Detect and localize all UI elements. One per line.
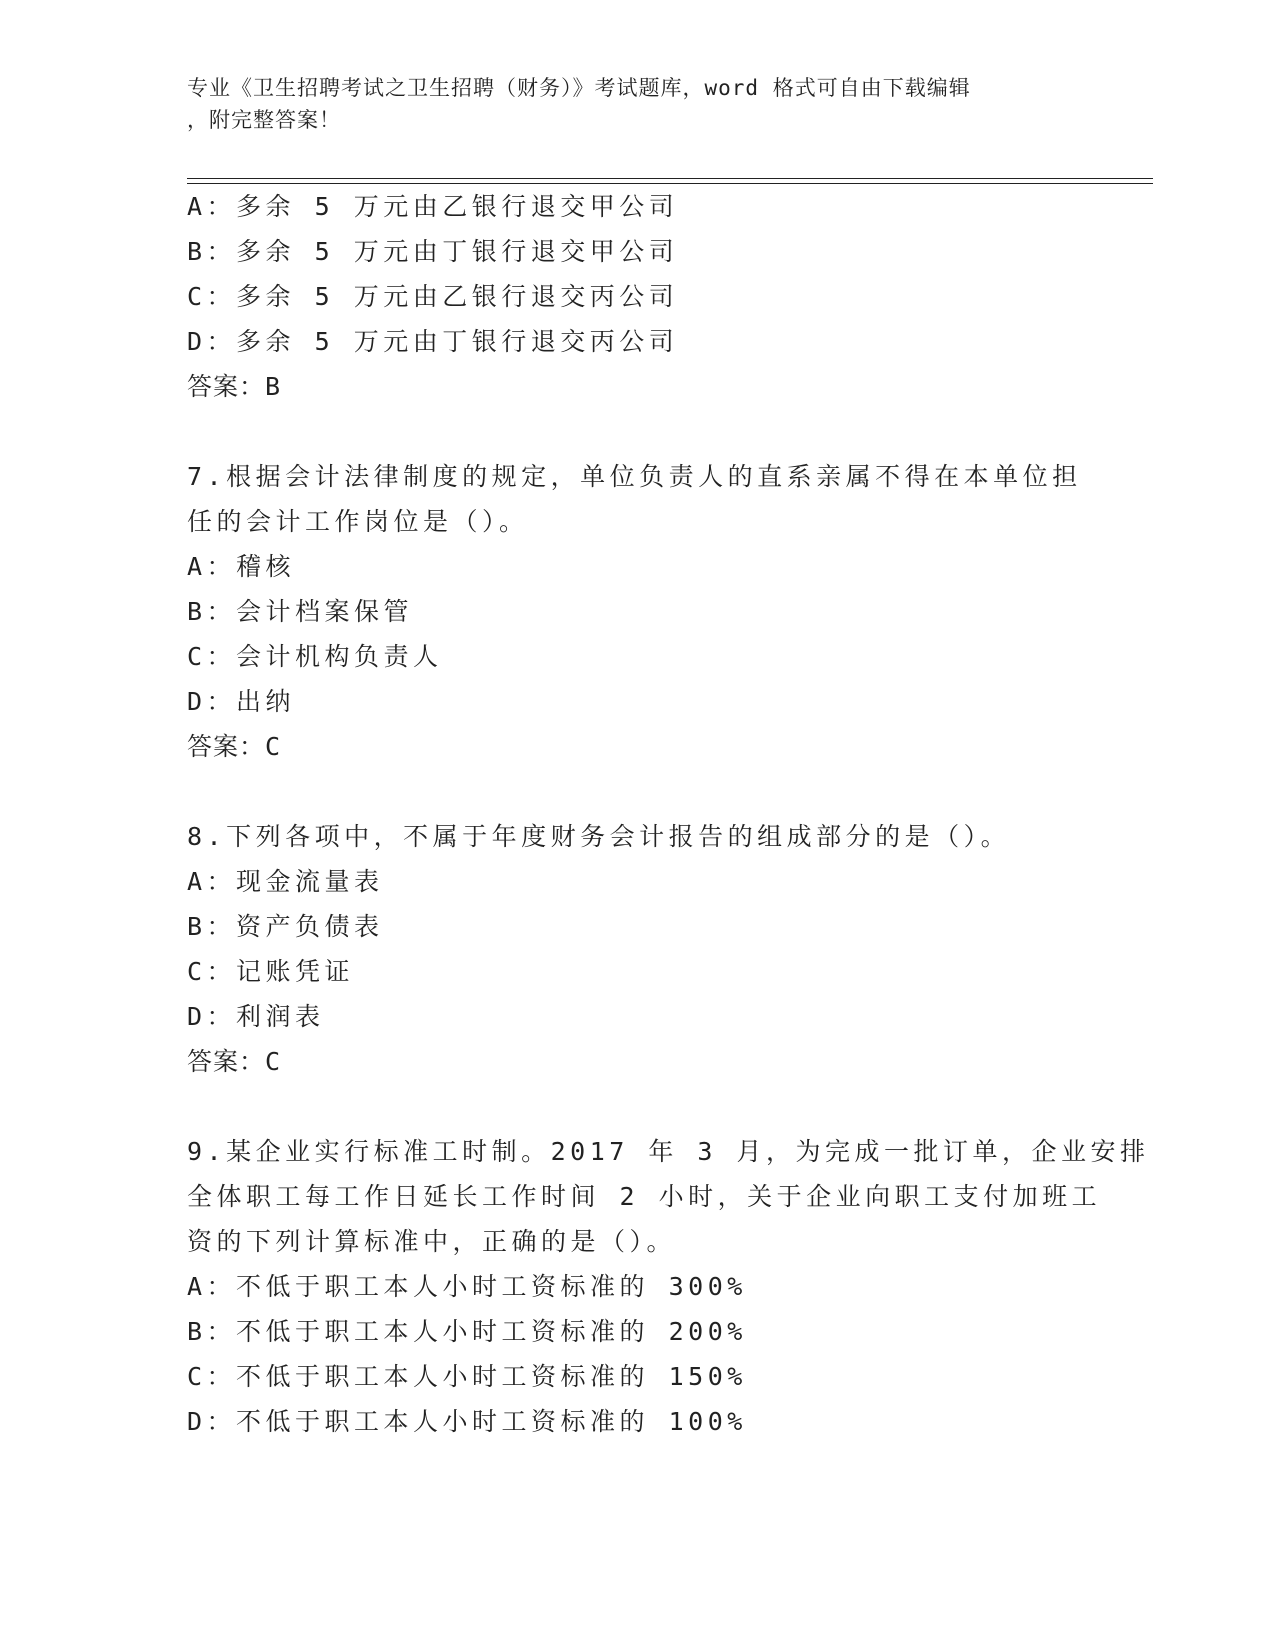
- question-7-stem-1: 7.根据会计法律制度的规定，单位负责人的直系亲属不得在本单位担: [187, 462, 1082, 491]
- option-d: D：多余 5 万元由丁银行退交丙公司: [187, 327, 679, 356]
- option-c: C：多余 5 万元由乙银行退交丙公司: [187, 282, 679, 311]
- question-9-stem-3: 资的下列计算标准中，正确的是（）。: [187, 1227, 677, 1256]
- answer: 答案：C: [187, 732, 282, 761]
- question-6: [187, 184, 1150, 1444]
- option-b: B：多余 5 万元由丁银行退交甲公司: [187, 237, 679, 266]
- question-7-stem-2: 任的会计工作岗位是（）。: [187, 507, 529, 536]
- option-c: C：不低于职工本人小时工资标准的 150%: [187, 1362, 747, 1391]
- option-d: D：不低于职工本人小时工资标准的 100%: [187, 1407, 747, 1436]
- question-8-stem: 8.下列各项中，不属于年度财务会计报告的组成部分的是（）。: [187, 822, 1011, 851]
- question-9-stem-2: 全体职工每工作日延长工作时间 2 小时，关于企业向职工支付加班工: [187, 1182, 1102, 1211]
- option-a: A：现金流量表: [187, 867, 384, 896]
- option-a: A：稽核: [187, 552, 296, 581]
- header-line-1: 专业《卫生招聘考试之卫生招聘（财务）》考试题库，word 格式可自由下载编辑: [187, 76, 971, 100]
- option-a: A：不低于职工本人小时工资标准的 300%: [187, 1272, 747, 1301]
- option-a: A：多余 5 万元由乙银行退交甲公司: [187, 192, 679, 221]
- header-divider-top: [187, 178, 1153, 179]
- option-d: D：利润表: [187, 1002, 325, 1031]
- answer: 答案：C: [187, 1047, 282, 1076]
- header-line-2: ，附完整答案！: [187, 108, 341, 132]
- document-header: [187, 72, 1067, 136]
- option-d: D：出纳: [187, 687, 296, 716]
- option-c: C：会计机构负责人: [187, 642, 443, 671]
- option-b: B：会计档案保管: [187, 597, 414, 626]
- option-c: C：记账凭证: [187, 957, 355, 986]
- option-b: B：资产负债表: [187, 912, 384, 941]
- answer: 答案：B: [187, 372, 282, 401]
- option-b: B：不低于职工本人小时工资标准的 200%: [187, 1317, 747, 1346]
- question-9-stem-1: 9.某企业实行标准工时制。2017 年 3 月，为完成一批订单，企业安排: [187, 1137, 1150, 1166]
